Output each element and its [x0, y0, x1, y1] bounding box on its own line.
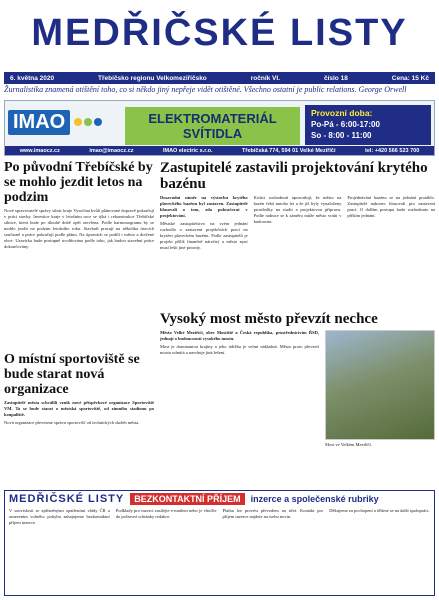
ads-title: inzerce a společenské rubriky	[250, 493, 379, 504]
bulb-icon	[84, 118, 92, 126]
imao-logo: IMAO	[8, 110, 70, 135]
article-bridge-content	[160, 330, 435, 448]
contact-strip	[5, 146, 434, 155]
bulb-icon	[74, 118, 82, 126]
imao-banner[interactable]	[4, 100, 435, 156]
issue-date: 6. května 2020	[10, 74, 55, 82]
bridge-figure	[325, 330, 435, 448]
article-pool-headline[interactable]: Zastupitelé zastavili projektování krytého bazénu	[160, 160, 428, 192]
opening-hours	[305, 105, 431, 145]
article-bridge	[160, 311, 435, 448]
issue-volume: ročník VI.	[250, 74, 281, 82]
article-road-headline[interactable]: Po původní Třebíčské by se mohlo jezdit letos na podzim	[4, 160, 153, 205]
ads-col-4: Děkujeme za pochopení a těšíme se na další spolupráci.	[329, 508, 430, 513]
article-pool-body	[160, 195, 435, 307]
hours-title: Provozní doba:	[311, 108, 373, 118]
article-sports-lead: Zastupitelé města schválili vznik nové příspěvkové organizace Sportoviště VM. Ta se bude starat o městská sportoviště, od zimního stadionu po koupaliště.	[4, 400, 154, 417]
contact-web[interactable]: www.imaocz.cz	[19, 147, 60, 154]
hours-saturday: So - 8:00 - 11:00	[311, 131, 372, 140]
hours-weekday: Po-Pá - 6:00-17:00	[311, 120, 380, 129]
article-pool-text-c: Projednávání bazénu se na jednání protáhlo. Zastupitelé nakonec hlasovali pro zastavení prací. O dalším postupu bude rozhodnuto na příštím jednání.	[347, 195, 435, 218]
motto: Žurnalistika znamená otištění toho, co si někdo jiný nepřeje vidět otištěné. Všechno ostatní je public relations. George Orwell	[4, 85, 407, 94]
contact-company: IMAO electric s.r.o.	[162, 147, 213, 154]
article-bridge-lead: Město Velké Meziříčí, obec Mostiště a Česká republika, prostřednictvím ŘSD, jednají o budoucnosti vysokého mostu.	[160, 330, 319, 341]
product-line-1: ELEKTROMATERIÁL	[148, 111, 277, 126]
article-road-text: Nové spravovatelé správy silnic kraje Vysočina kvůli plánované dopravě pokračují v práci stavby. Investice kraje v letošním roce se týká i rekonstrukce Třebíčské silnice, která bude po dlouhé době opět otevřena. Podle harmonogramu by se mohlo jezdit na podzim letošního roku. Stavbaři pracují na několika úsecích současně a práce pokračují podle plánu. Na úpravách se podílí i město a dotčené obce. Uzavírka bude postupně uvolňována podle toho, jak budou stavební práce dokončovány.	[4, 208, 154, 249]
article-sports-text: Nová organizace převezme správu sportovišť od technických služeb města.	[4, 420, 140, 425]
imao-logo-block	[8, 104, 118, 140]
contact-address: Třebíčská 774, 594 01 Velké Meziříčí	[241, 147, 336, 154]
article-sports-body	[4, 400, 154, 426]
ads-logo: MEDŘIČSKÉ LISTY	[9, 492, 125, 505]
article-pool-text-a: Městské zastupitelstvo na svém jednání rozhodlo o zastavení projekčních prací na krytém plaveckém bazénu. Podle zastupitelů je projekt příliš finančně náročný a město nyní musí řešit jiné priority.	[160, 221, 248, 250]
article-bridge-body	[160, 330, 319, 448]
ads-body	[5, 506, 434, 528]
article-pool-lead: Dosavadní záměr na výstavbu krytého plaveckého bazénu byl zastaven. Zastupitelé hlasovali o tom, zda pokračovat v projektování.	[160, 195, 248, 218]
issue-region: Třebíčsko regionu Velkomeziříčsko	[98, 74, 207, 82]
masthead	[0, 4, 439, 62]
left-column	[4, 160, 154, 480]
right-column	[160, 160, 435, 480]
contact-phone: tel: +420 566 523 700	[364, 147, 420, 154]
bulb-icons	[74, 118, 102, 126]
article-bridge-text: Most je dominantou krajiny a jeho údržba je velmi nákladná. Město proto převzetí mostu odmítá a navrhuje jiná řešení.	[160, 344, 319, 355]
article-pool-col-3	[347, 195, 435, 307]
product-line-2: SVÍTIDLA	[182, 126, 243, 141]
ads-col-1: V souvislosti se zpřísněnými opatřeními vlády ČR a omezením volného pohybu zahajujeme bezkontaktní příjem inzerce.	[9, 508, 110, 525]
product-box	[125, 107, 300, 145]
article-road-body	[4, 208, 154, 348]
article-pool	[160, 160, 435, 307]
bridge-caption: Most ve Velkém Meziříčí.	[325, 442, 372, 447]
article-pool-text-b: Kritici rozhodnutí upozorňují, že město na bazén čeká mnoho let a že již byly vynaloženy prostředky na studii a projektovou přípravu. Podle radnice se k záměru může město vrátit v budoucnu.	[253, 195, 342, 224]
ads-highlight: BEZKONTAKTNÍ PŘÍJEM	[130, 493, 244, 505]
article-road	[4, 160, 154, 348]
issue-info-bar	[4, 72, 435, 84]
ads-section	[4, 490, 435, 596]
article-sports-headline[interactable]: O místní sportoviště se bude starat nová organizace	[4, 352, 140, 397]
article-bridge-headline[interactable]: Vysoký most město převzít nechce	[160, 311, 378, 327]
article-sports	[4, 352, 154, 426]
newspaper-title: MEDŘIČSKÉ LISTY	[31, 12, 408, 54]
issue-price: Cena: 15 Kč	[391, 74, 429, 82]
ads-header	[5, 491, 434, 506]
bulb-icon	[94, 118, 102, 126]
bridge-photo	[325, 330, 435, 440]
ads-col-2: Podklady pro inzerci zasílejte e-mailem nebo je vhoďte do poštovní schránky redakce.	[115, 508, 217, 519]
ads-col-3: Platbu lze provést převodem na účet. Kontakt pro příjem inzerce najdete na webu novin.	[222, 508, 324, 519]
article-pool-col-2	[254, 195, 342, 307]
article-pool-col-1	[160, 195, 248, 307]
contact-email[interactable]: imao@imaocz.cz	[89, 147, 134, 154]
issue-number: číslo 18	[323, 74, 348, 82]
